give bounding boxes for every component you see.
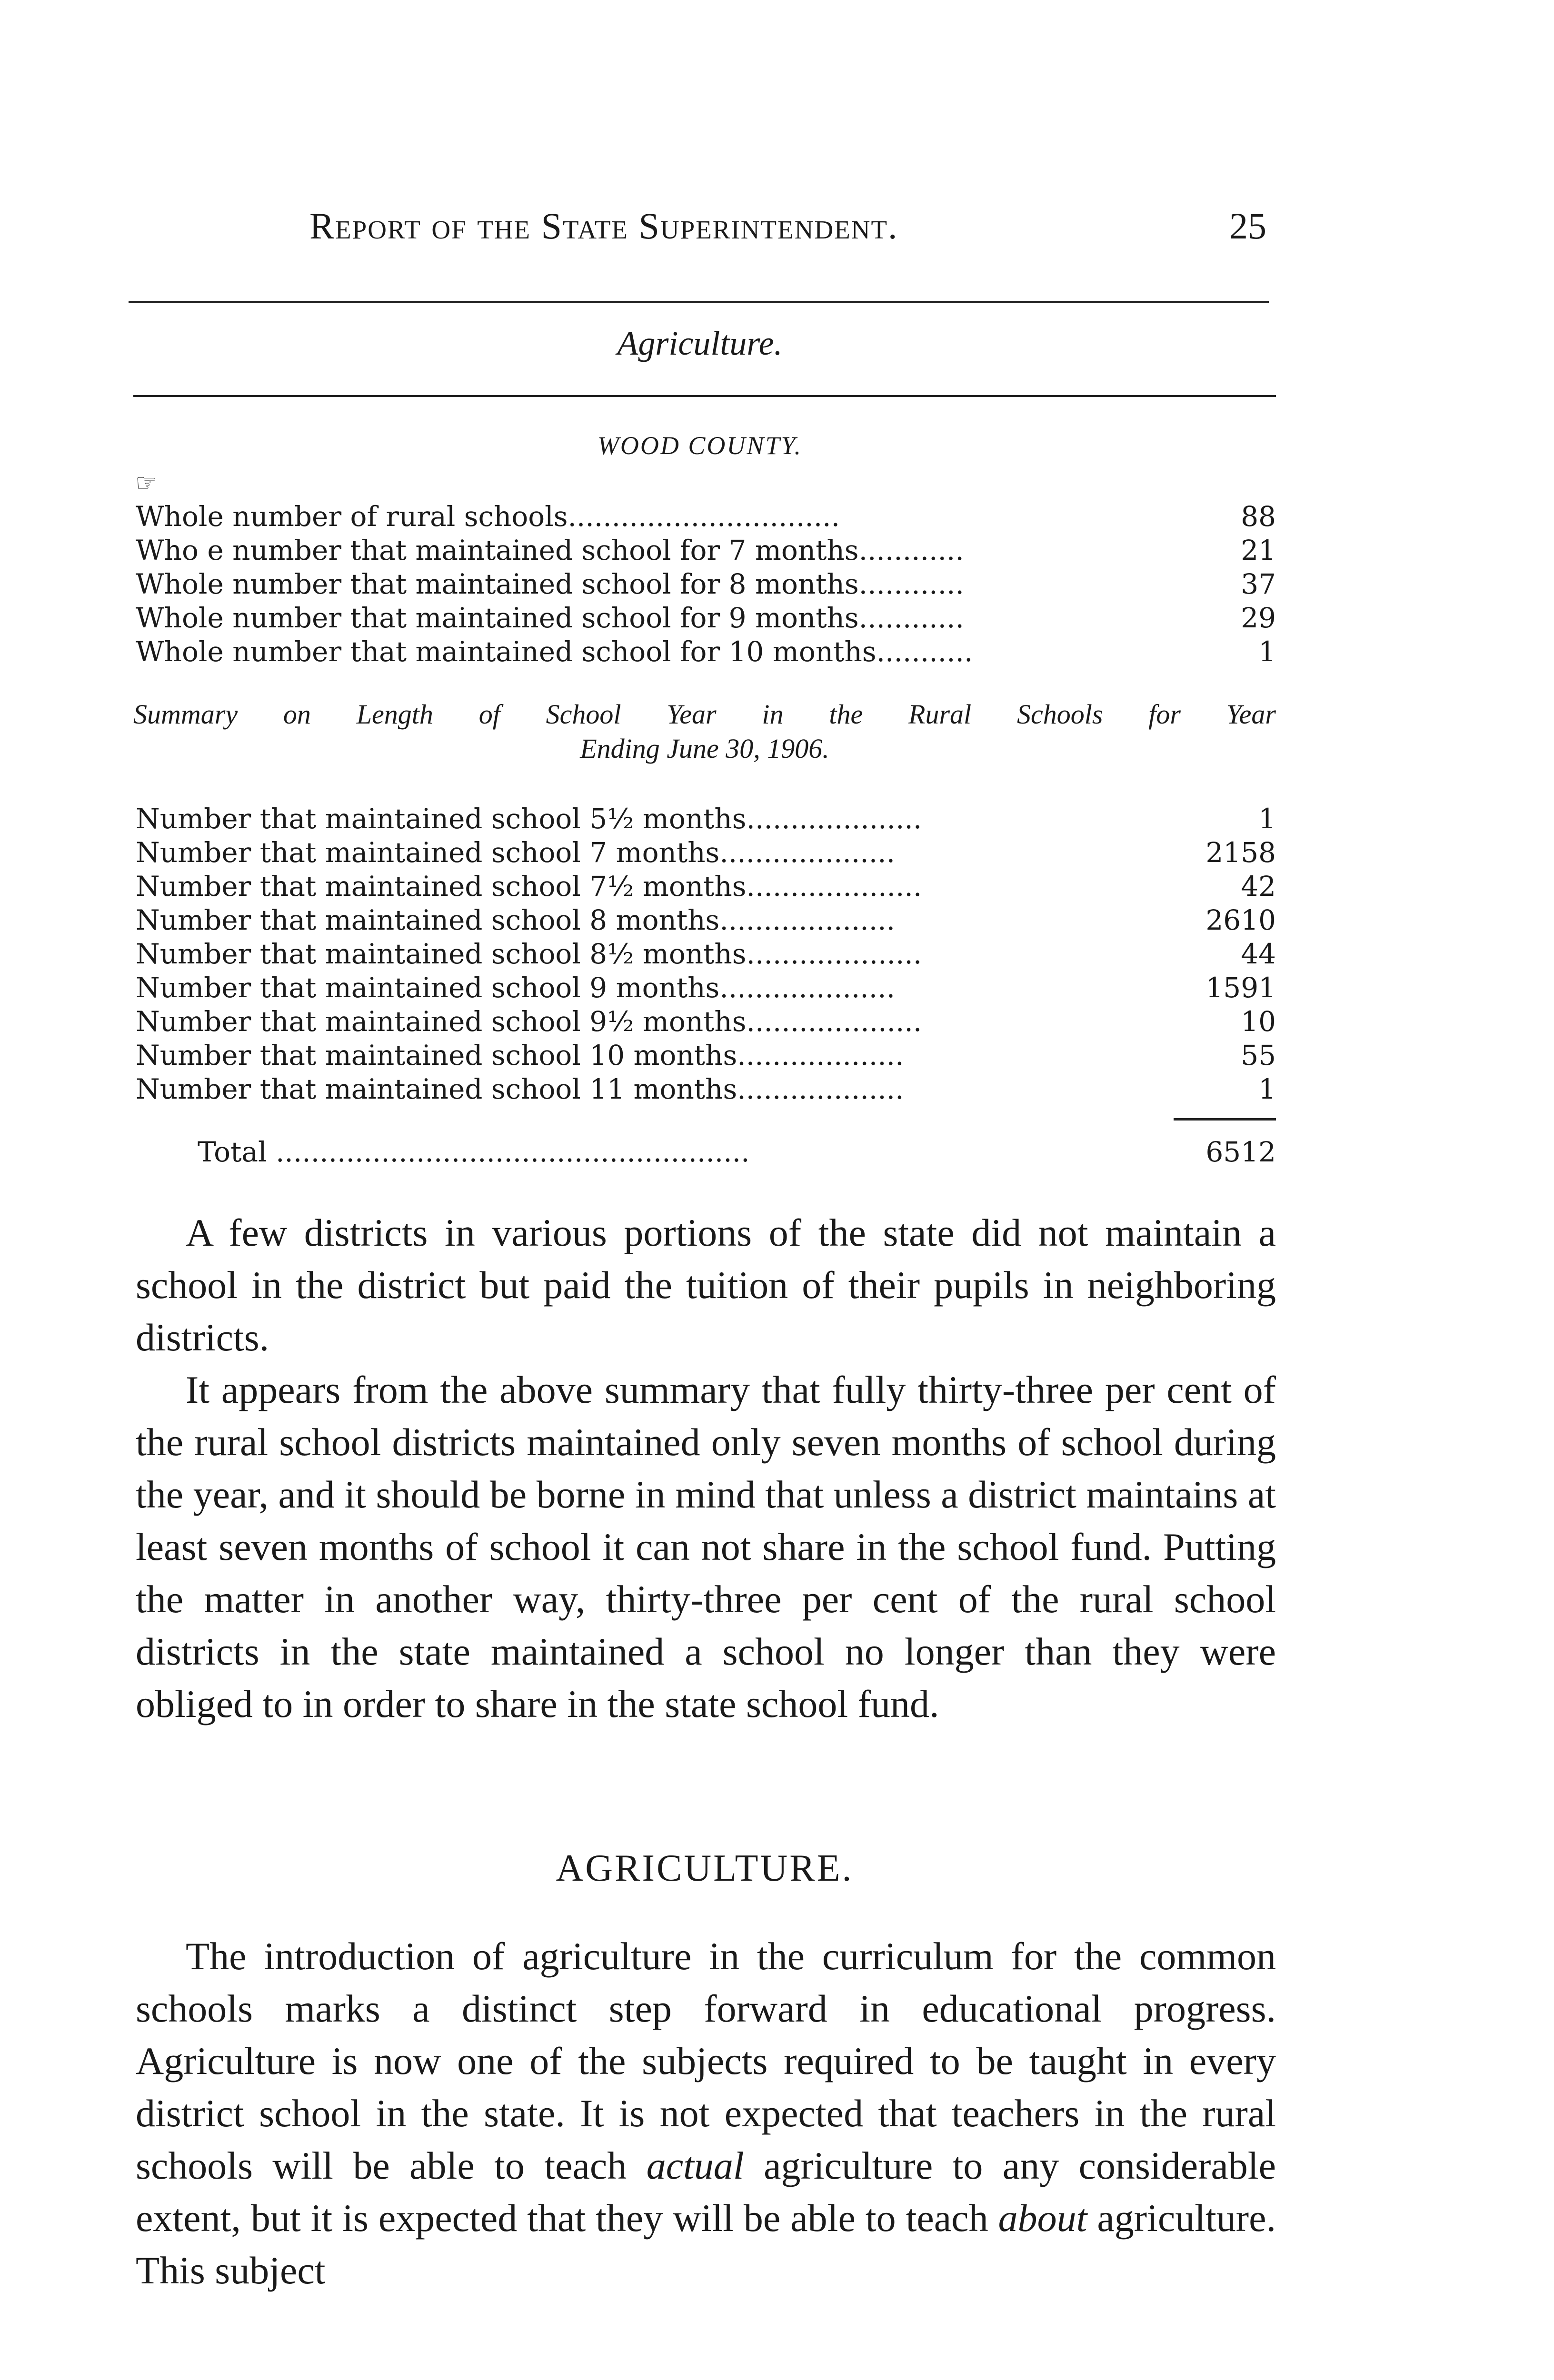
row-label: Number that maintained school 8 months....................: [136, 904, 896, 936]
summary-title: [133, 697, 1276, 766]
total-label: Total ......................................................: [198, 1136, 750, 1168]
paragraph-3-part2: agriculture to any considerable extent, but it is expected that they will be able to teach: [136, 2144, 1276, 2240]
row-label: Number that maintained school 9½ months....................: [136, 1005, 922, 1038]
running-head: [133, 205, 1266, 257]
row-value: 1591: [1205, 972, 1276, 1004]
body-text: [136, 1207, 1276, 1730]
table-row: [136, 534, 1276, 567]
row-label: Number that maintained school 9 months....................: [136, 972, 896, 1004]
row-value: 42: [1241, 870, 1276, 902]
total-value: 6512: [1205, 1136, 1276, 1168]
row-label: Number that maintained school 11 months...................: [136, 1073, 904, 1105]
row-value: 1: [1258, 635, 1276, 668]
row-label: Number that maintained school 10 months...................: [136, 1039, 904, 1071]
table-row: [136, 870, 1276, 903]
emphasis-actual: actual: [646, 2144, 744, 2187]
table-row: [136, 601, 1276, 635]
paragraph-2: It appears from the above summary that fully thirty-three per cent of the rural school districts maintained only seven months of school during the year, and it should be borne in mind that unless a district maintains at least seven months of school it can not share in the school fund. Putting the matter in another way, thirty-three per cent of the rural school districts in the state maintained a school no longer than they were obliged to in order to share in the state school fund.: [136, 1368, 1276, 1726]
table-row: [136, 1039, 1276, 1072]
table-row: [136, 937, 1276, 971]
table-row: [136, 1072, 1276, 1106]
row-value: 55: [1241, 1039, 1276, 1071]
row-value: 10: [1241, 1005, 1276, 1038]
agriculture-body: [136, 1930, 1276, 2297]
table-row: [136, 1005, 1276, 1039]
paragraph-3: [136, 1930, 1276, 2297]
row-value: 44: [1241, 938, 1276, 970]
row-label: Whole number of rural schools...............................: [136, 500, 840, 533]
row-label: Whole number that maintained school for 10 months...........: [136, 635, 973, 668]
table-row: [136, 903, 1276, 937]
county-table: [136, 500, 1276, 669]
row-label: Who e number that maintained school for 7 months............: [136, 534, 964, 566]
table-row: [136, 635, 1276, 669]
row-label: Number that maintained school 8½ months....................: [136, 938, 922, 970]
row-value: 1: [1258, 1073, 1276, 1105]
summary-title-line1: Summary on Length of School Year in the Rural Schools for Year: [133, 699, 1276, 730]
paragraph-3-part1: The introduction of agriculture in the curriculum for the common schools marks a distinct step forward in educational progress. Agriculture is now one of the subjects required to be taught in every district school in the state. It is not expected that teachers in the rural schools will be able to teach: [136, 1934, 1276, 2187]
emphasis-about: about: [998, 2196, 1087, 2240]
county-heading: WOOD COUNTY.: [597, 431, 803, 460]
printer-mark-icon: ☞: [135, 470, 158, 497]
table-row: [136, 802, 1276, 836]
row-value: 1: [1258, 803, 1276, 835]
rule-section: [133, 395, 1276, 397]
row-value: 37: [1241, 568, 1276, 600]
row-value: 21: [1241, 534, 1276, 566]
row-value: 2610: [1205, 904, 1276, 936]
section-title: Agriculture.: [617, 324, 783, 362]
row-value: 29: [1241, 602, 1276, 634]
table-row: [136, 836, 1276, 870]
row-label: Number that maintained school 7½ months....................: [136, 870, 922, 902]
running-head-title: Report of the State Superintendent.: [309, 205, 898, 247]
table-row: [136, 971, 1276, 1005]
sum-rule: [1174, 1118, 1276, 1121]
row-label: Number that maintained school 5½ months....................: [136, 803, 922, 835]
paragraph-1: A few districts in various portions of the state did not maintain a school in the district but paid the tuition of their pupils in neighboring districts.: [136, 1211, 1276, 1359]
row-label: Whole number that maintained school for 8 months............: [136, 568, 964, 600]
paragraph-3-part3: agriculture. This subject: [136, 2196, 1276, 2292]
row-label: Whole number that maintained school for 9 months............: [136, 602, 964, 634]
row-label: Number that maintained school 7 months....................: [136, 836, 896, 869]
row-value: 2158: [1205, 836, 1276, 869]
rule-top: [129, 301, 1269, 303]
agriculture-heading: AGRICULTURE.: [556, 1847, 854, 1889]
table-row: [136, 500, 1276, 534]
table-row: [136, 567, 1276, 601]
row-value: 88: [1241, 500, 1276, 533]
summary-table: [136, 802, 1276, 1106]
summary-title-line2: Ending June 30, 1906.: [580, 733, 829, 764]
page-number: 25: [1229, 205, 1266, 247]
